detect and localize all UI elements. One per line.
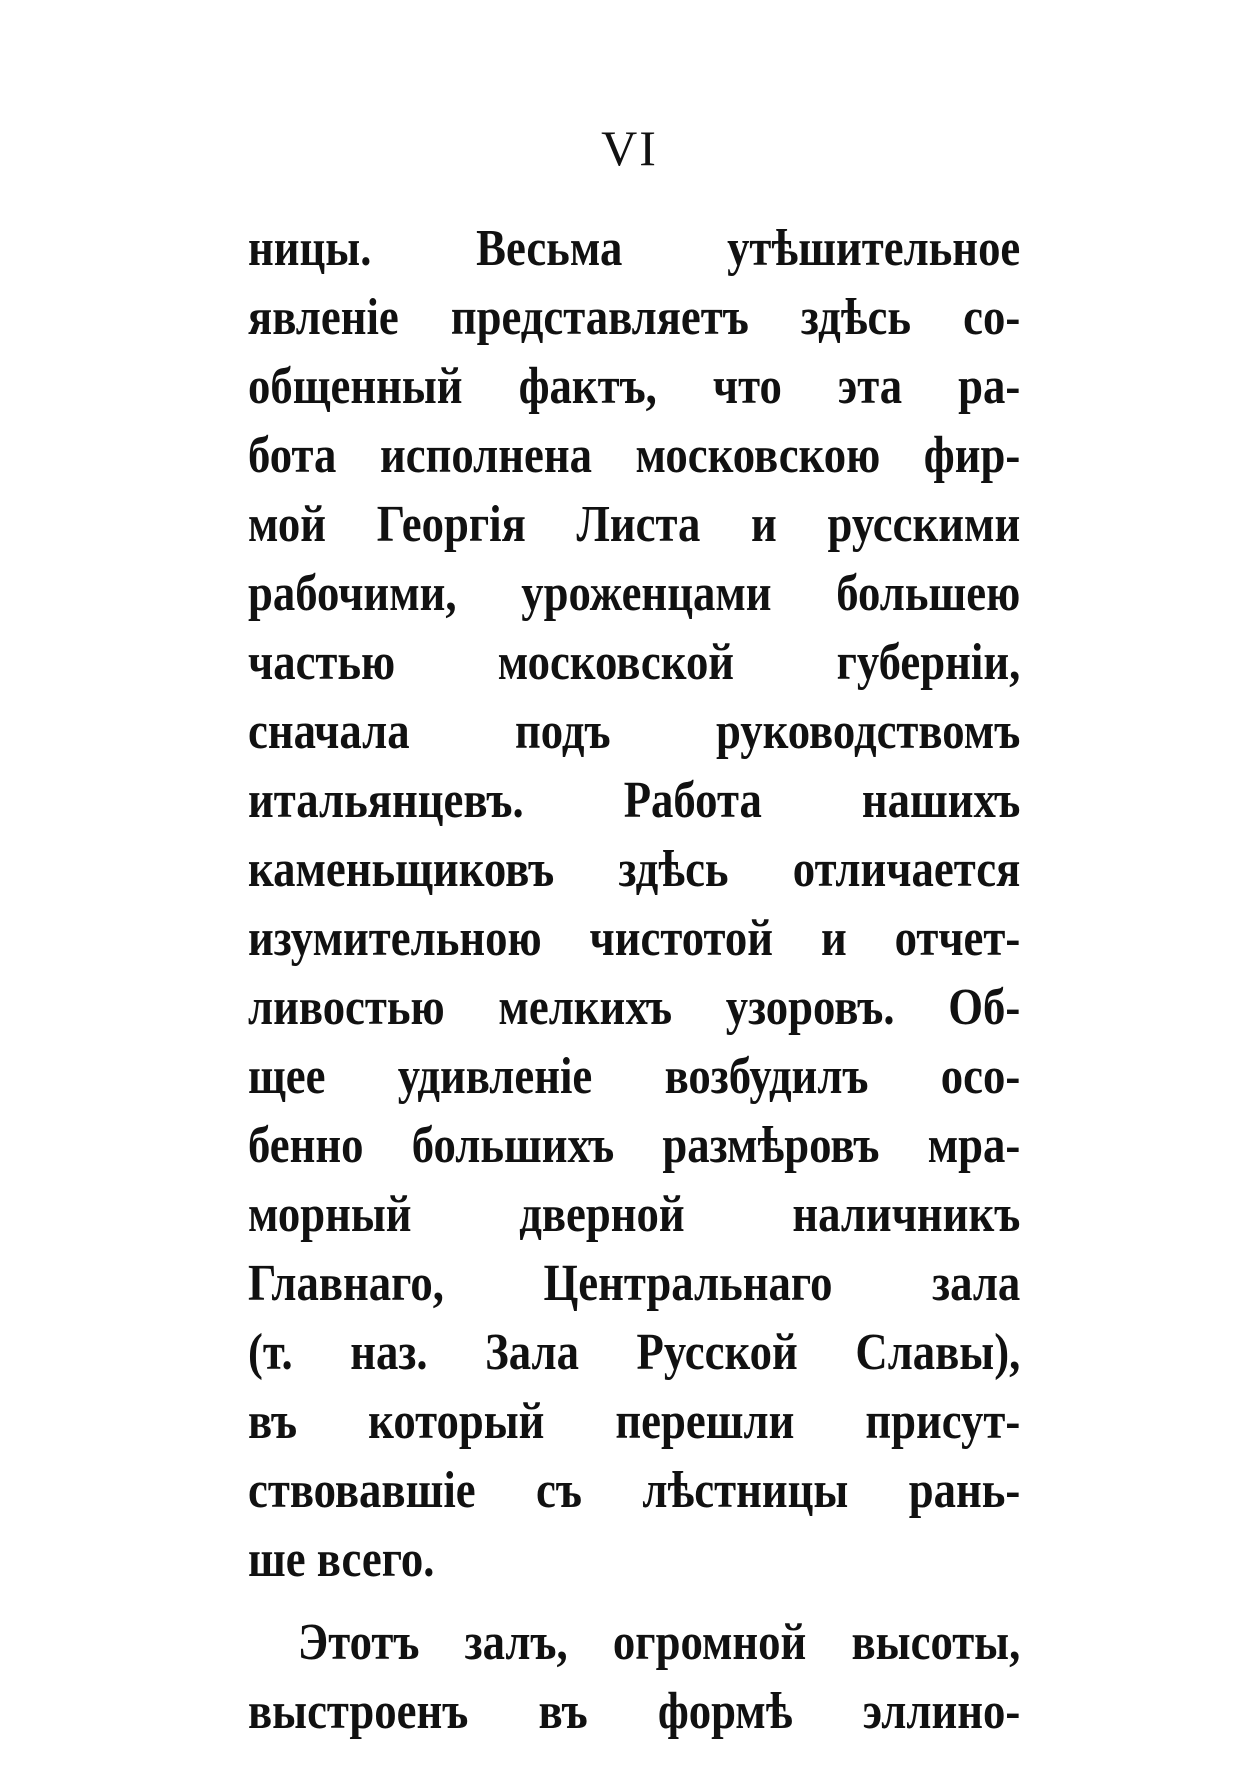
text-line: ливостью мелкихъ узоровъ. Об- (248, 979, 1021, 1036)
text-line: щее удивленіе возбудилъ осо- (248, 1048, 1021, 1105)
text-line: явленіе представляетъ здѣсь со- (248, 289, 1021, 346)
text-line: (т. наз. Зала Русской Славы), (248, 1324, 1021, 1381)
text-line: итальянцевъ. Работа нашихъ (248, 772, 1021, 829)
text-line: выстроенъ въ формѣ эллино- (248, 1683, 1021, 1740)
body-text (248, 214, 1020, 1746)
text-line: бота исполнена московскою фир- (248, 427, 1021, 484)
text-line: частью московской губерніи, (248, 634, 1021, 691)
page-number: VI (601, 120, 658, 176)
text-line: рабочими, уроженцами большею (248, 565, 1021, 622)
text-line: каменьщиковъ здѣсь отличается (248, 841, 1021, 898)
text-line: сначала подъ руководствомъ (248, 703, 1021, 760)
text-line: Главнаго, Центральнаго зала (248, 1255, 1021, 1312)
text-line: ствовавшіе съ лѣстницы рань- (248, 1462, 1021, 1519)
text-line: морный дверной наличникъ (248, 1186, 1021, 1243)
text-line: бенно большихъ размѣровъ мра- (248, 1117, 1021, 1174)
text-line: мой Георгія Листа и русскими (248, 496, 1021, 553)
text-line: ницы. Весьма утѣшительное (248, 220, 1021, 277)
paragraph-gap (248, 1594, 1020, 1608)
text-line: изумительною чистотой и отчет- (248, 910, 1021, 967)
text-line: ше всего. (248, 1531, 435, 1588)
text-line: общенный фактъ, что эта ра- (248, 358, 1021, 415)
text-line: Этотъ залъ, огромной высоты, (297, 1614, 1021, 1671)
text-line: въ который перешли присут- (248, 1393, 1021, 1450)
